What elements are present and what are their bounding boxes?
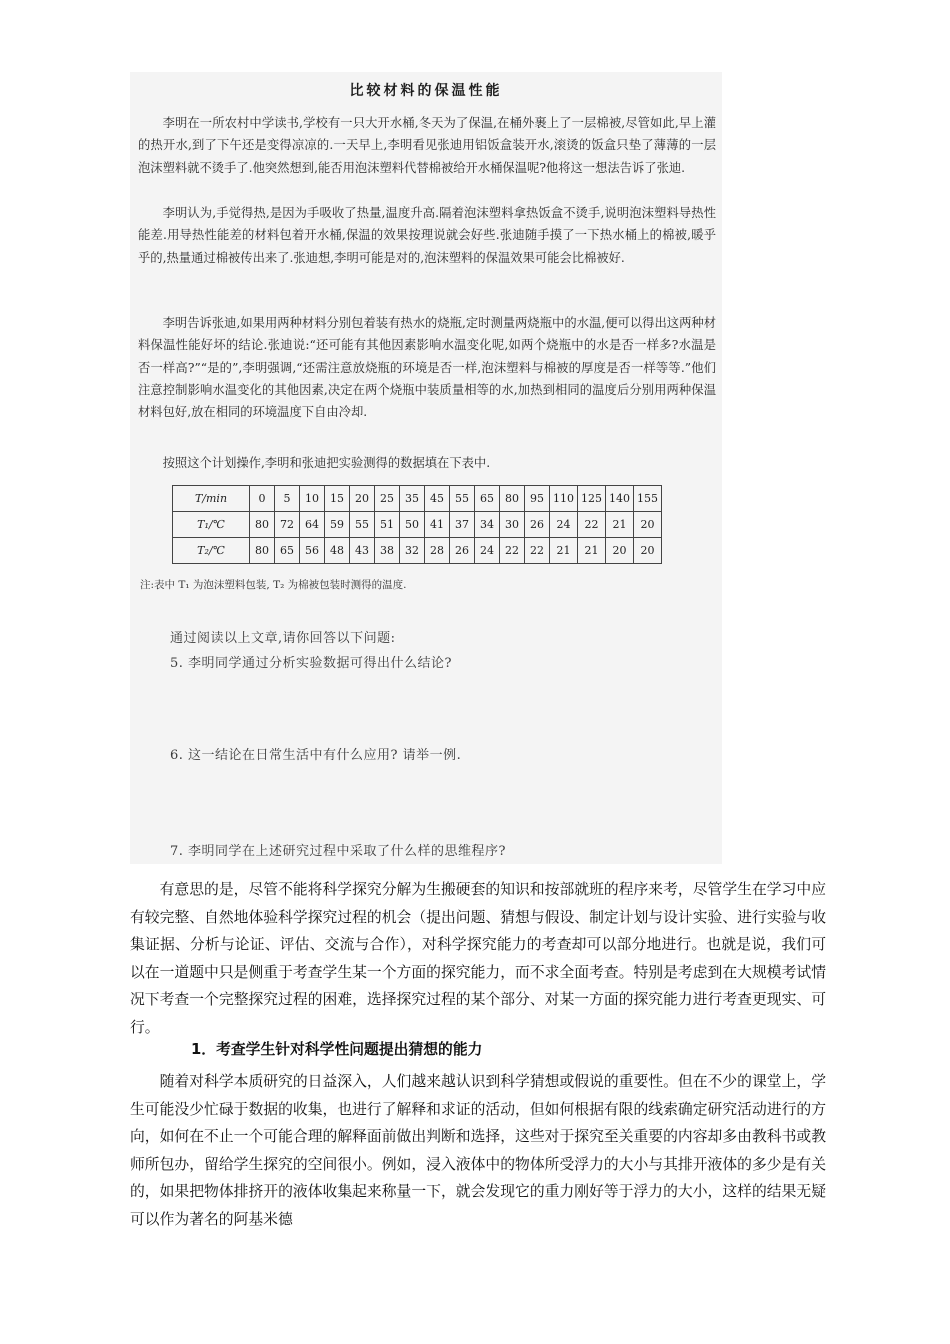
table-cell: 48 bbox=[325, 538, 350, 564]
section-heading: 1．考查学生针对科学性问题提出猜想的能力 bbox=[191, 1041, 483, 1058]
table-cell: 65 bbox=[475, 486, 500, 512]
table-cell: 65 bbox=[275, 538, 300, 564]
body-paragraph-2: 随着对科学本质研究的日益深入，人们越来越认识到科学猜想或假说的重要性。但在不少的课堂上，学生可能没少忙碌于数据的收集，也进行了解释和求证的活动，但如何根据有限的线索确定研究活动进行的方向，如何在不止一个可能合理的解释面前做出判断和选择，这些对于探究至关重要的内容却多由教科书或教师所包办，留给学生探究的空间很小。例如，浸入液体中的物体所受浮力的大小与其排开液体的多少是有关的，如果把物体排挤开的液体收集起来称量一下，就会发现它的重力刚好等于浮力的大小，这样的结果无疑可以作为著名的阿基米德 bbox=[130, 1073, 826, 1228]
table-cell: 24 bbox=[475, 538, 500, 564]
temperature-data-table bbox=[172, 485, 662, 564]
table-cell: 125 bbox=[578, 486, 606, 512]
table-cell: 37 bbox=[450, 512, 475, 538]
scan-paragraph-3: 李明告诉张迪,如果用两种材料分别包着装有热水的烧瓶,定时测量两烧瓶中的水温,便可以得出这两种材料保温性能好坏的结论.张迪说:“还可能有其他因素影响水温变化呢,如两个烧瓶中的水是否一样多?水温是否一样高?”“是的”,李明强调,“还需注意放烧瓶的环境是否一样,泡沫塑料与棉被的厚度是否一样等等.”他们注意控制影响水温变化的其他因素,决定在两个烧瓶中装质量相等的水,加热到相同的温度后分别用两种保温材料包好,放在相同的环境温度下自由冷却. bbox=[138, 316, 716, 420]
table-cell: 35 bbox=[400, 486, 425, 512]
table-cell: 20 bbox=[606, 538, 634, 564]
table-cell: 28 bbox=[425, 538, 450, 564]
table-cell: 30 bbox=[500, 512, 525, 538]
table-cell: 72 bbox=[275, 512, 300, 538]
table-cell: 56 bbox=[300, 538, 325, 564]
table-cell: 5 bbox=[275, 486, 300, 512]
table-cell: 55 bbox=[450, 486, 475, 512]
table-note: 注:表中 T₁ 为泡沫塑料包装, T₂ 为棉被包装时测得的温度. bbox=[140, 579, 407, 591]
table-cell: 21 bbox=[606, 512, 634, 538]
scan-title: 比较材料的保温性能 bbox=[349, 83, 503, 99]
table-cell: 25 bbox=[375, 486, 400, 512]
table-cell: 64 bbox=[300, 512, 325, 538]
table-cell: 50 bbox=[400, 512, 425, 538]
table-cell: 55 bbox=[350, 512, 375, 538]
table-cell: 10 bbox=[300, 486, 325, 512]
row-label: T₂/℃ bbox=[173, 538, 250, 564]
table-cell: 26 bbox=[450, 538, 475, 564]
question-6: 6. 这一结论在日常生活中有什么应用? 请举一例. bbox=[170, 748, 462, 763]
table-cell: 20 bbox=[634, 538, 662, 564]
questions-intro: 通过阅读以上文章,请你回答以下问题: bbox=[170, 631, 396, 646]
table-cell: 41 bbox=[425, 512, 450, 538]
question-7: 7. 李明同学在上述研究过程中采取了什么样的思维程序? bbox=[170, 844, 507, 859]
table-cell: 140 bbox=[606, 486, 634, 512]
table-cell: 22 bbox=[500, 538, 525, 564]
table-cell: 34 bbox=[475, 512, 500, 538]
table-cell: 80 bbox=[250, 538, 275, 564]
table-row bbox=[173, 486, 662, 512]
table-cell: 45 bbox=[425, 486, 450, 512]
scan-paragraph-4: 按照这个计划操作,李明和张迪把实验测得的数据填在下表中. bbox=[162, 456, 491, 470]
table-cell: 110 bbox=[550, 486, 578, 512]
table-cell: 38 bbox=[375, 538, 400, 564]
table-cell: 95 bbox=[525, 486, 550, 512]
body-paragraph-1: 有意思的是，尽管不能将科学探究分解为生搬硬套的知识和按部就班的程序来考，尽管学生在学习中应有较完整、自然地体验科学探究过程的机会（提出问题、猜想与假设、制定计划与设计实验、进行实验与收集证据、分析与论证、评估、交流与合作），对科学探究能力的考查却可以部分地进行。也就是说，我们可以在一道题中只是侧重于考查学生某一个方面的探究能力，而不求全面考查。特别是考虑到在大规模考试情况下考查一个完整探究过程的困难，选择探究过程的某个部分、对某一方面的探究能力进行考查更现实、可行。 bbox=[130, 881, 826, 1036]
table-cell: 26 bbox=[525, 512, 550, 538]
table-cell: 32 bbox=[400, 538, 425, 564]
row-label: T₁/℃ bbox=[173, 512, 250, 538]
table-cell: 24 bbox=[550, 512, 578, 538]
table-row bbox=[173, 512, 662, 538]
table-cell: 80 bbox=[250, 512, 275, 538]
row-label: T/min bbox=[173, 486, 250, 512]
table-cell: 20 bbox=[350, 486, 375, 512]
question-5: 5. 李明同学通过分析实验数据可得出什么结论? bbox=[170, 656, 453, 671]
table-cell: 22 bbox=[525, 538, 550, 564]
table-cell: 43 bbox=[350, 538, 375, 564]
table-cell: 20 bbox=[634, 512, 662, 538]
table-cell: 0 bbox=[250, 486, 275, 512]
table-cell: 59 bbox=[325, 512, 350, 538]
table-cell: 21 bbox=[578, 538, 606, 564]
table-cell: 21 bbox=[550, 538, 578, 564]
table-cell: 80 bbox=[500, 486, 525, 512]
table-cell: 51 bbox=[375, 512, 400, 538]
table-cell: 155 bbox=[634, 486, 662, 512]
scan-paragraph-1: 李明在一所农村中学读书,学校有一只大开水桶,冬天为了保温,在桶外裹上了一层棉被,尽管如此,早上灌的热开水,到了下午还是变得凉凉的.一天早上,李明看见张迪用铝饭盒装开水,滚烫的饭盒只垫了薄薄的一层泡沫塑料就不烫手了.他突然想到,能否用泡沫塑料代替棉被给开水桶保温呢?他将这一想法告诉了张迪. bbox=[138, 116, 716, 175]
table-cell: 22 bbox=[578, 512, 606, 538]
scanned-exam-image bbox=[130, 72, 722, 864]
table-row bbox=[173, 538, 662, 564]
scan-paragraph-2: 李明认为,手觉得热,是因为手吸收了热量,温度升高.隔着泡沫塑料拿热饭盒不烫手,说明泡沫塑料导热性能差.用导热性能差的材料包着开水桶,保温的效果按理说就会好些.张迪随手摸了一下热水桶上的棉被,暖乎乎的,热量通过棉被传出来了.张迪想,李明可能是对的,泡沫塑料的保温效果可能会比棉被好. bbox=[138, 206, 716, 265]
table-cell: 15 bbox=[325, 486, 350, 512]
